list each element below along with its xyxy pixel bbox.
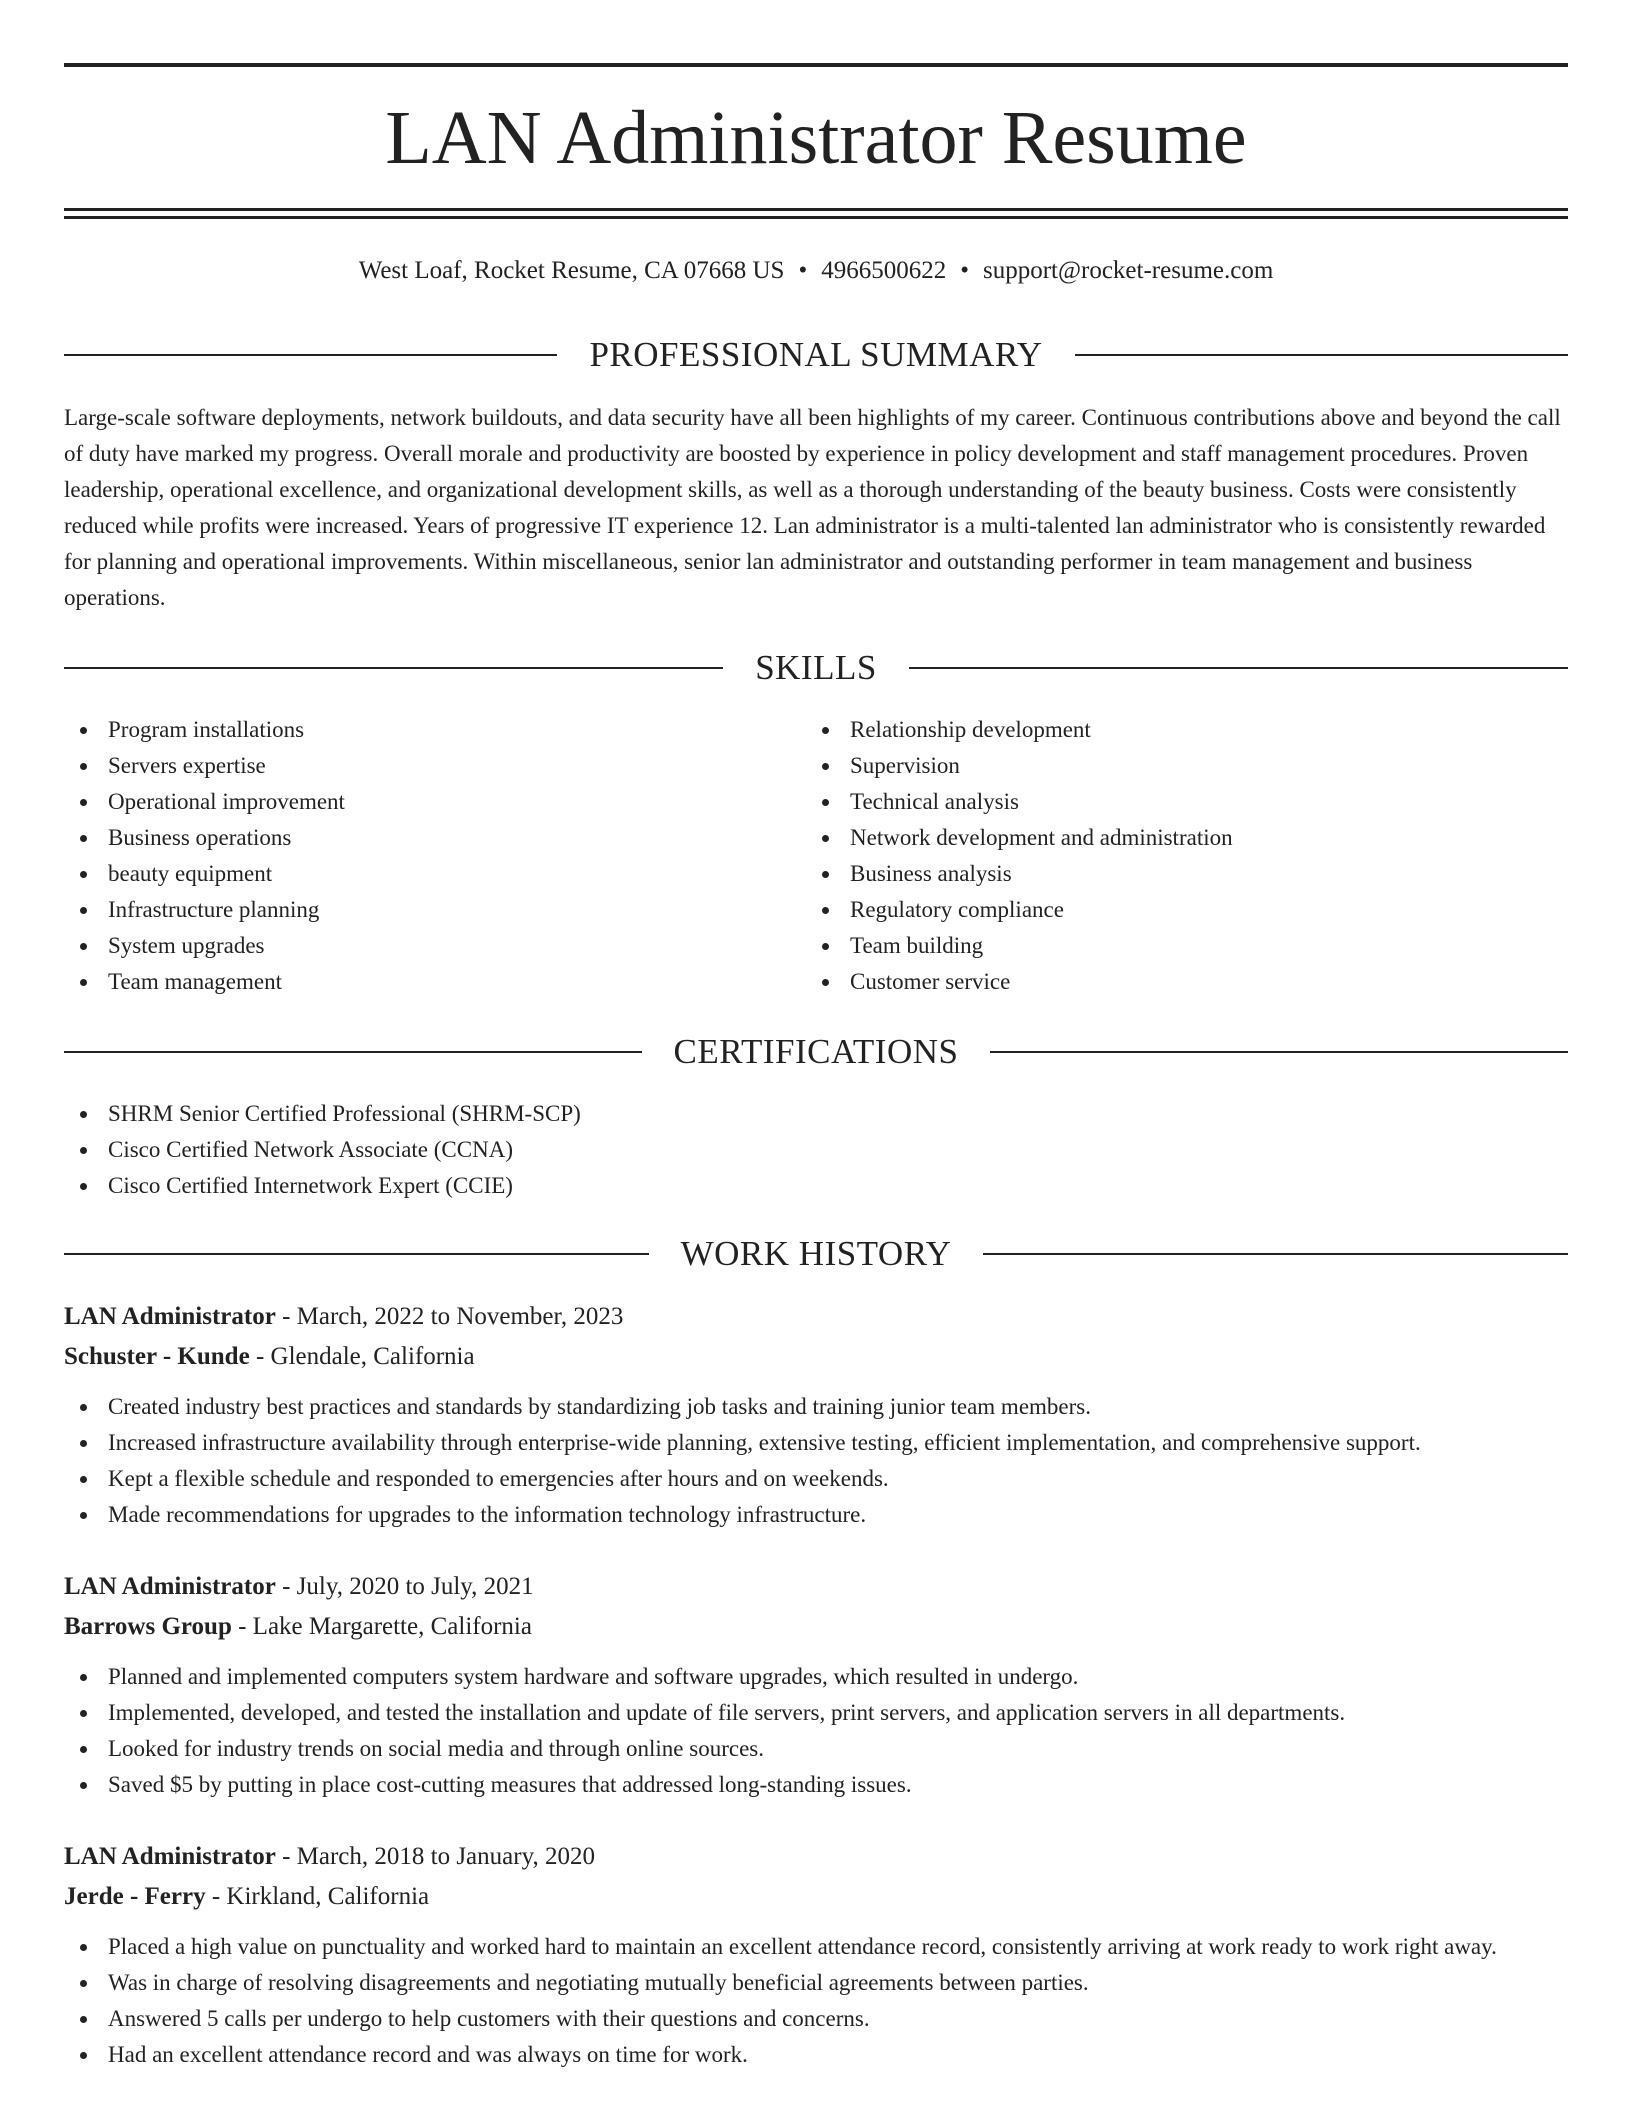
skill-item: beauty equipment (64, 856, 764, 892)
skill-item: Network development and administration (806, 820, 1506, 856)
job-title: LAN Administrator (64, 1303, 276, 1330)
skill-item: Program installations (64, 712, 764, 748)
page-title: LAN Administrator Resume (385, 96, 1247, 180)
skill-item: Operational improvement (64, 784, 764, 820)
skill-item: System upgrades (64, 928, 764, 964)
summary-heading (64, 333, 1568, 377)
job-entry (64, 1567, 1568, 1803)
certification-item: Cisco Certified Internetwork Expert (CCIE) (64, 1168, 1568, 1204)
heading-rule (64, 1051, 642, 1053)
job-company: Barrows Group (64, 1613, 232, 1640)
heading-rule (983, 1253, 1568, 1255)
certifications-heading (64, 1030, 1568, 1074)
job-location: - Glendale, California (249, 1343, 475, 1370)
skills-heading (64, 646, 1568, 690)
skill-item: Infrastructure planning (64, 892, 764, 928)
title-double-rule-upper (64, 208, 1568, 211)
job-title: LAN Administrator (64, 1843, 276, 1870)
job-location: - Lake Margarette, California (231, 1613, 532, 1640)
job-company-line (64, 1607, 1568, 1647)
certification-item: SHRM Senior Certified Professional (SHRM-SCP) (64, 1096, 1568, 1132)
skills-right-column (806, 712, 1506, 1000)
job-company: Jerde - Ferry (64, 1883, 206, 1910)
job-dates: - March, 2022 to November, 2023 (275, 1303, 624, 1330)
job-entry (64, 1837, 1568, 2073)
job-bullet: Answered 5 calls per undergo to help customers with their questions and concerns. (64, 2001, 1568, 2037)
heading-rule (64, 354, 557, 356)
work-history-heading-label: WORK HISTORY (680, 1234, 952, 1273)
job-bullet: Saved $5 by putting in place cost-cutting measures that addressed long-standing issues. (64, 1767, 1568, 1803)
job-bullet: Placed a high value on punctuality and worked hard to maintain an excellent attendance record, consistently arriving at work ready to work right away. (64, 1929, 1568, 1965)
job-bullet: Implemented, developed, and tested the installation and update of file servers, print servers, and application servers in all departments. (64, 1695, 1568, 1731)
title-double-rule-lower (64, 216, 1568, 219)
job-title: LAN Administrator (64, 1573, 276, 1600)
job-bullet: Looked for industry trends on social media and through online sources. (64, 1731, 1568, 1767)
job-company-line (64, 1337, 1568, 1377)
contact-line (64, 254, 1568, 288)
summary-text: Large-scale software deployments, network buildouts, and data security have all been highlights of my career. Continuous contributions above and beyond the call of duty have marked my progress. Overall morale and productivity are boosted by experience in policy development and staff management procedures. Proven leadership, operational excellence, and organizational development skills, as well as a thorough understanding of the beauty business. Costs were consistently reduced while profits were increased. Years of progressive IT experience 12. Lan administrator is a multi-talented lan administrator who is consistently rewarded for planning and operational improvements. Within miscellaneous, senior lan administrator and outstanding performer in team management and business operations. (64, 405, 1561, 610)
job-bullet: Made recommendations for upgrades to the information technology infrastructure. (64, 1497, 1568, 1533)
job-bullet: Had an excellent attendance record and was always on time for work. (64, 2037, 1568, 2073)
heading-rule (1075, 354, 1568, 356)
heading-rule (909, 667, 1568, 669)
contact-address: West Loaf, Rocket Resume, CA 07668 US (358, 257, 785, 284)
job-bullet: Increased infrastructure availability through enterprise-wide planning, extensive testing, efficient implementation, and comprehensive support. (64, 1425, 1568, 1461)
skill-item: Supervision (806, 748, 1506, 784)
heading-rule (64, 1253, 649, 1255)
skill-item: Business operations (64, 820, 764, 856)
contact-separator: • (960, 257, 969, 284)
heading-rule (990, 1051, 1568, 1053)
job-bullet: Planned and implemented computers system hardware and software upgrades, which resulted in undergo. (64, 1659, 1568, 1695)
job-title-line (64, 1297, 1568, 1337)
job-title-line (64, 1837, 1568, 1877)
skill-item: Team management (64, 964, 764, 1000)
skills-left-column (64, 712, 764, 1000)
job-company-line (64, 1877, 1568, 1917)
certifications-heading-label: CERTIFICATIONS (673, 1032, 959, 1071)
work-history-heading (64, 1232, 1568, 1276)
skill-item: Team building (806, 928, 1506, 964)
job-entry (64, 1297, 1568, 1533)
top-rule (64, 63, 1568, 67)
heading-rule (64, 667, 723, 669)
job-bullet: Kept a flexible schedule and responded to emergencies after hours and on weekends. (64, 1461, 1568, 1497)
job-dates: - March, 2018 to January, 2020 (275, 1843, 595, 1870)
contact-phone: 4966500622 (821, 257, 947, 284)
certification-item: Cisco Certified Network Associate (CCNA) (64, 1132, 1568, 1168)
skill-item: Relationship development (806, 712, 1506, 748)
skill-item: Business analysis (806, 856, 1506, 892)
job-location: - Kirkland, California (205, 1883, 430, 1910)
job-dates: - July, 2020 to July, 2021 (275, 1573, 534, 1600)
certifications-list (64, 1096, 1568, 1204)
job-company: Schuster - Kunde (64, 1343, 250, 1370)
skill-item: Technical analysis (806, 784, 1506, 820)
contact-separator: • (798, 257, 808, 284)
skill-item: Servers expertise (64, 748, 764, 784)
job-bullet: Was in charge of resolving disagreements and negotiating mutually beneficial agreements between parties. (64, 1965, 1568, 2001)
summary-heading-label: PROFESSIONAL SUMMARY (589, 335, 1043, 374)
job-bullet: Created industry best practices and standards by standardizing job tasks and training junior team members. (64, 1389, 1568, 1425)
contact-email: support@rocket-resume.com (982, 257, 1274, 284)
skills-heading-label: SKILLS (755, 648, 877, 687)
job-title-line (64, 1567, 1568, 1607)
skill-item: Customer service (806, 964, 1506, 1000)
skill-item: Regulatory compliance (806, 892, 1506, 928)
